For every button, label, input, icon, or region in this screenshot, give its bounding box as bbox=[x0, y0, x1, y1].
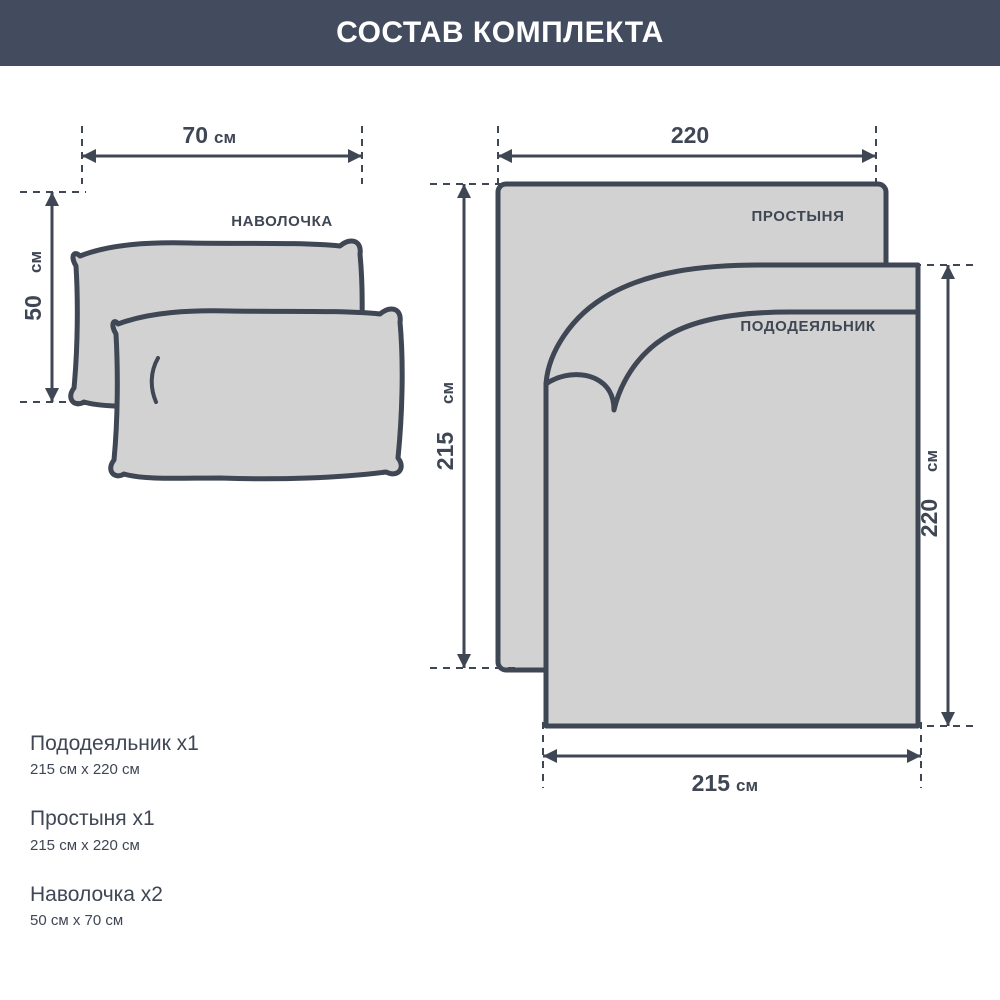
duvet-width-dimension bbox=[543, 722, 921, 796]
duvet-illustration bbox=[546, 265, 918, 726]
duvet-height-unit: см bbox=[922, 449, 941, 473]
pillow-width-value: 70 bbox=[182, 122, 208, 148]
duvet-label: ПОДОДЕЯЛЬНИК bbox=[740, 318, 876, 335]
sheet-width-value: 220 bbox=[670, 122, 710, 148]
legend-item-size: 215 см х 220 см bbox=[30, 836, 140, 854]
sheet-height-value: 215 bbox=[432, 431, 458, 471]
legend-item-size: 215 см х 220 см bbox=[30, 761, 140, 779]
sheet-height-unit: см bbox=[438, 381, 457, 405]
list-item bbox=[30, 731, 360, 778]
duvet-width-unit: см bbox=[736, 776, 759, 795]
legend-item-name: Наволочка х2 bbox=[30, 882, 163, 906]
pillow-illustration bbox=[71, 213, 402, 479]
page-title: СОСТАВ КОМПЛЕКТА bbox=[336, 16, 664, 49]
pillow-height-unit: см bbox=[26, 250, 45, 274]
legend-item-name: Пододеяльник х1 bbox=[30, 732, 199, 755]
pillow-label: НАВОЛОЧКА bbox=[231, 213, 333, 230]
sheet-width-dimension bbox=[498, 122, 876, 184]
diagram-canvas bbox=[0, 66, 1000, 1000]
duvet-height-dimension bbox=[914, 265, 978, 726]
set-contents-legend bbox=[30, 731, 360, 957]
sheet-label: ПРОСТЫНЯ bbox=[751, 208, 845, 225]
pillow-width-unit: см bbox=[214, 128, 237, 147]
duvet-height-value: 220 bbox=[916, 498, 942, 538]
list-item bbox=[30, 806, 360, 853]
list-item bbox=[30, 882, 360, 929]
pillow-width-dimension bbox=[82, 122, 362, 184]
legend-item-name: Простыня х1 bbox=[30, 807, 155, 831]
pillow-height-value: 50 bbox=[20, 295, 46, 321]
legend-item-size: 50 см х 70 см bbox=[30, 911, 124, 929]
page-header bbox=[0, 0, 1000, 66]
duvet-width-value: 215 bbox=[691, 770, 730, 796]
